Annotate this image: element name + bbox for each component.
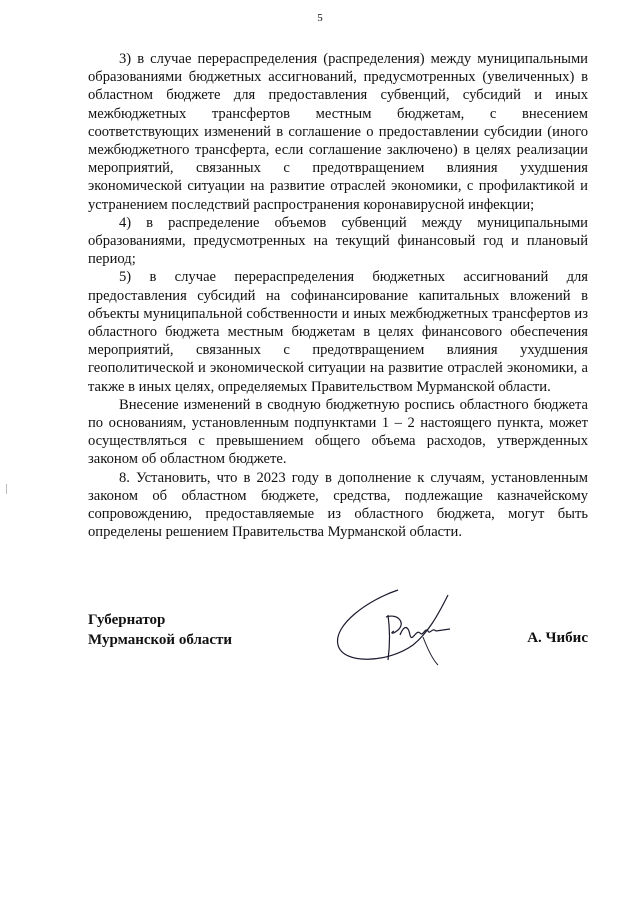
handwritten-signature — [328, 575, 488, 675]
signer-title-line1: Губернатор — [88, 612, 166, 628]
paragraph-item-3: 3) в случае перераспределения (распределения) между муниципальными образованиями бюджетных ассигнований, предусмотренных (увеличенных) в областном бюджете для предоставления субвенций, субсидий и иных межбюджетных трансфертов местным бюджетам, с внесением соответствующих изменений в соглашение о предоставлении субсидии (иного межбюджетного трансферта, если соглашение заключено) в целях реализации мероприятий, связанных с предотвращением влияния ухудшения экономической ситуации на развитие отраслей экономики, с профилактикой и устранением последствий распространения коронавирусной инфекции; — [88, 51, 588, 213]
paragraph-item-5: 5) в случае перераспределения бюджетных ассигнований для предоставления субсидий на софинансирование капитальных вложений в объекты муниципальной собственности и иных межбюджетных трансфертов из областного бюджета местным бюджетам в целях финансового обеспечения мероприятий, связанных с предотвращением влияния ухудшения геополитической и экономической ситуации на развитие отраслей экономики, а также в иных целях, определяемых Правительством Мурманской области. — [88, 269, 588, 395]
margin-mark — [6, 484, 7, 494]
signer-title-line2: Мурманской области — [88, 632, 233, 648]
document-body — [88, 50, 588, 541]
page-number: 5 — [317, 12, 323, 24]
signature-block — [88, 600, 588, 680]
paragraph-clause-8: 8. Установить, что в 2023 году в дополнение к случаям, установленным законом об областном бюджете, средства, подлежащие казначейскому сопровождению, предоставляемые из областного бюджета, могут быть определены решением Правительства Мурманской области. — [88, 469, 588, 541]
signer-title — [88, 610, 232, 650]
paragraph-item-4: 4) в распределение объемов субвенций между муниципальными образованиями, предусмотренных на текущий финансовый год и плановый период; — [88, 214, 588, 268]
paragraph-amendments: Внесение изменений в сводную бюджетную роспись областного бюджета по основаниям, установленным подпунктами 1 – 2 настоящего пункта, может осуществляться с превышением общего объема расходов, утвержденных законом об областном бюджете. — [88, 396, 588, 468]
signer-name: А. Чибис — [527, 630, 588, 646]
